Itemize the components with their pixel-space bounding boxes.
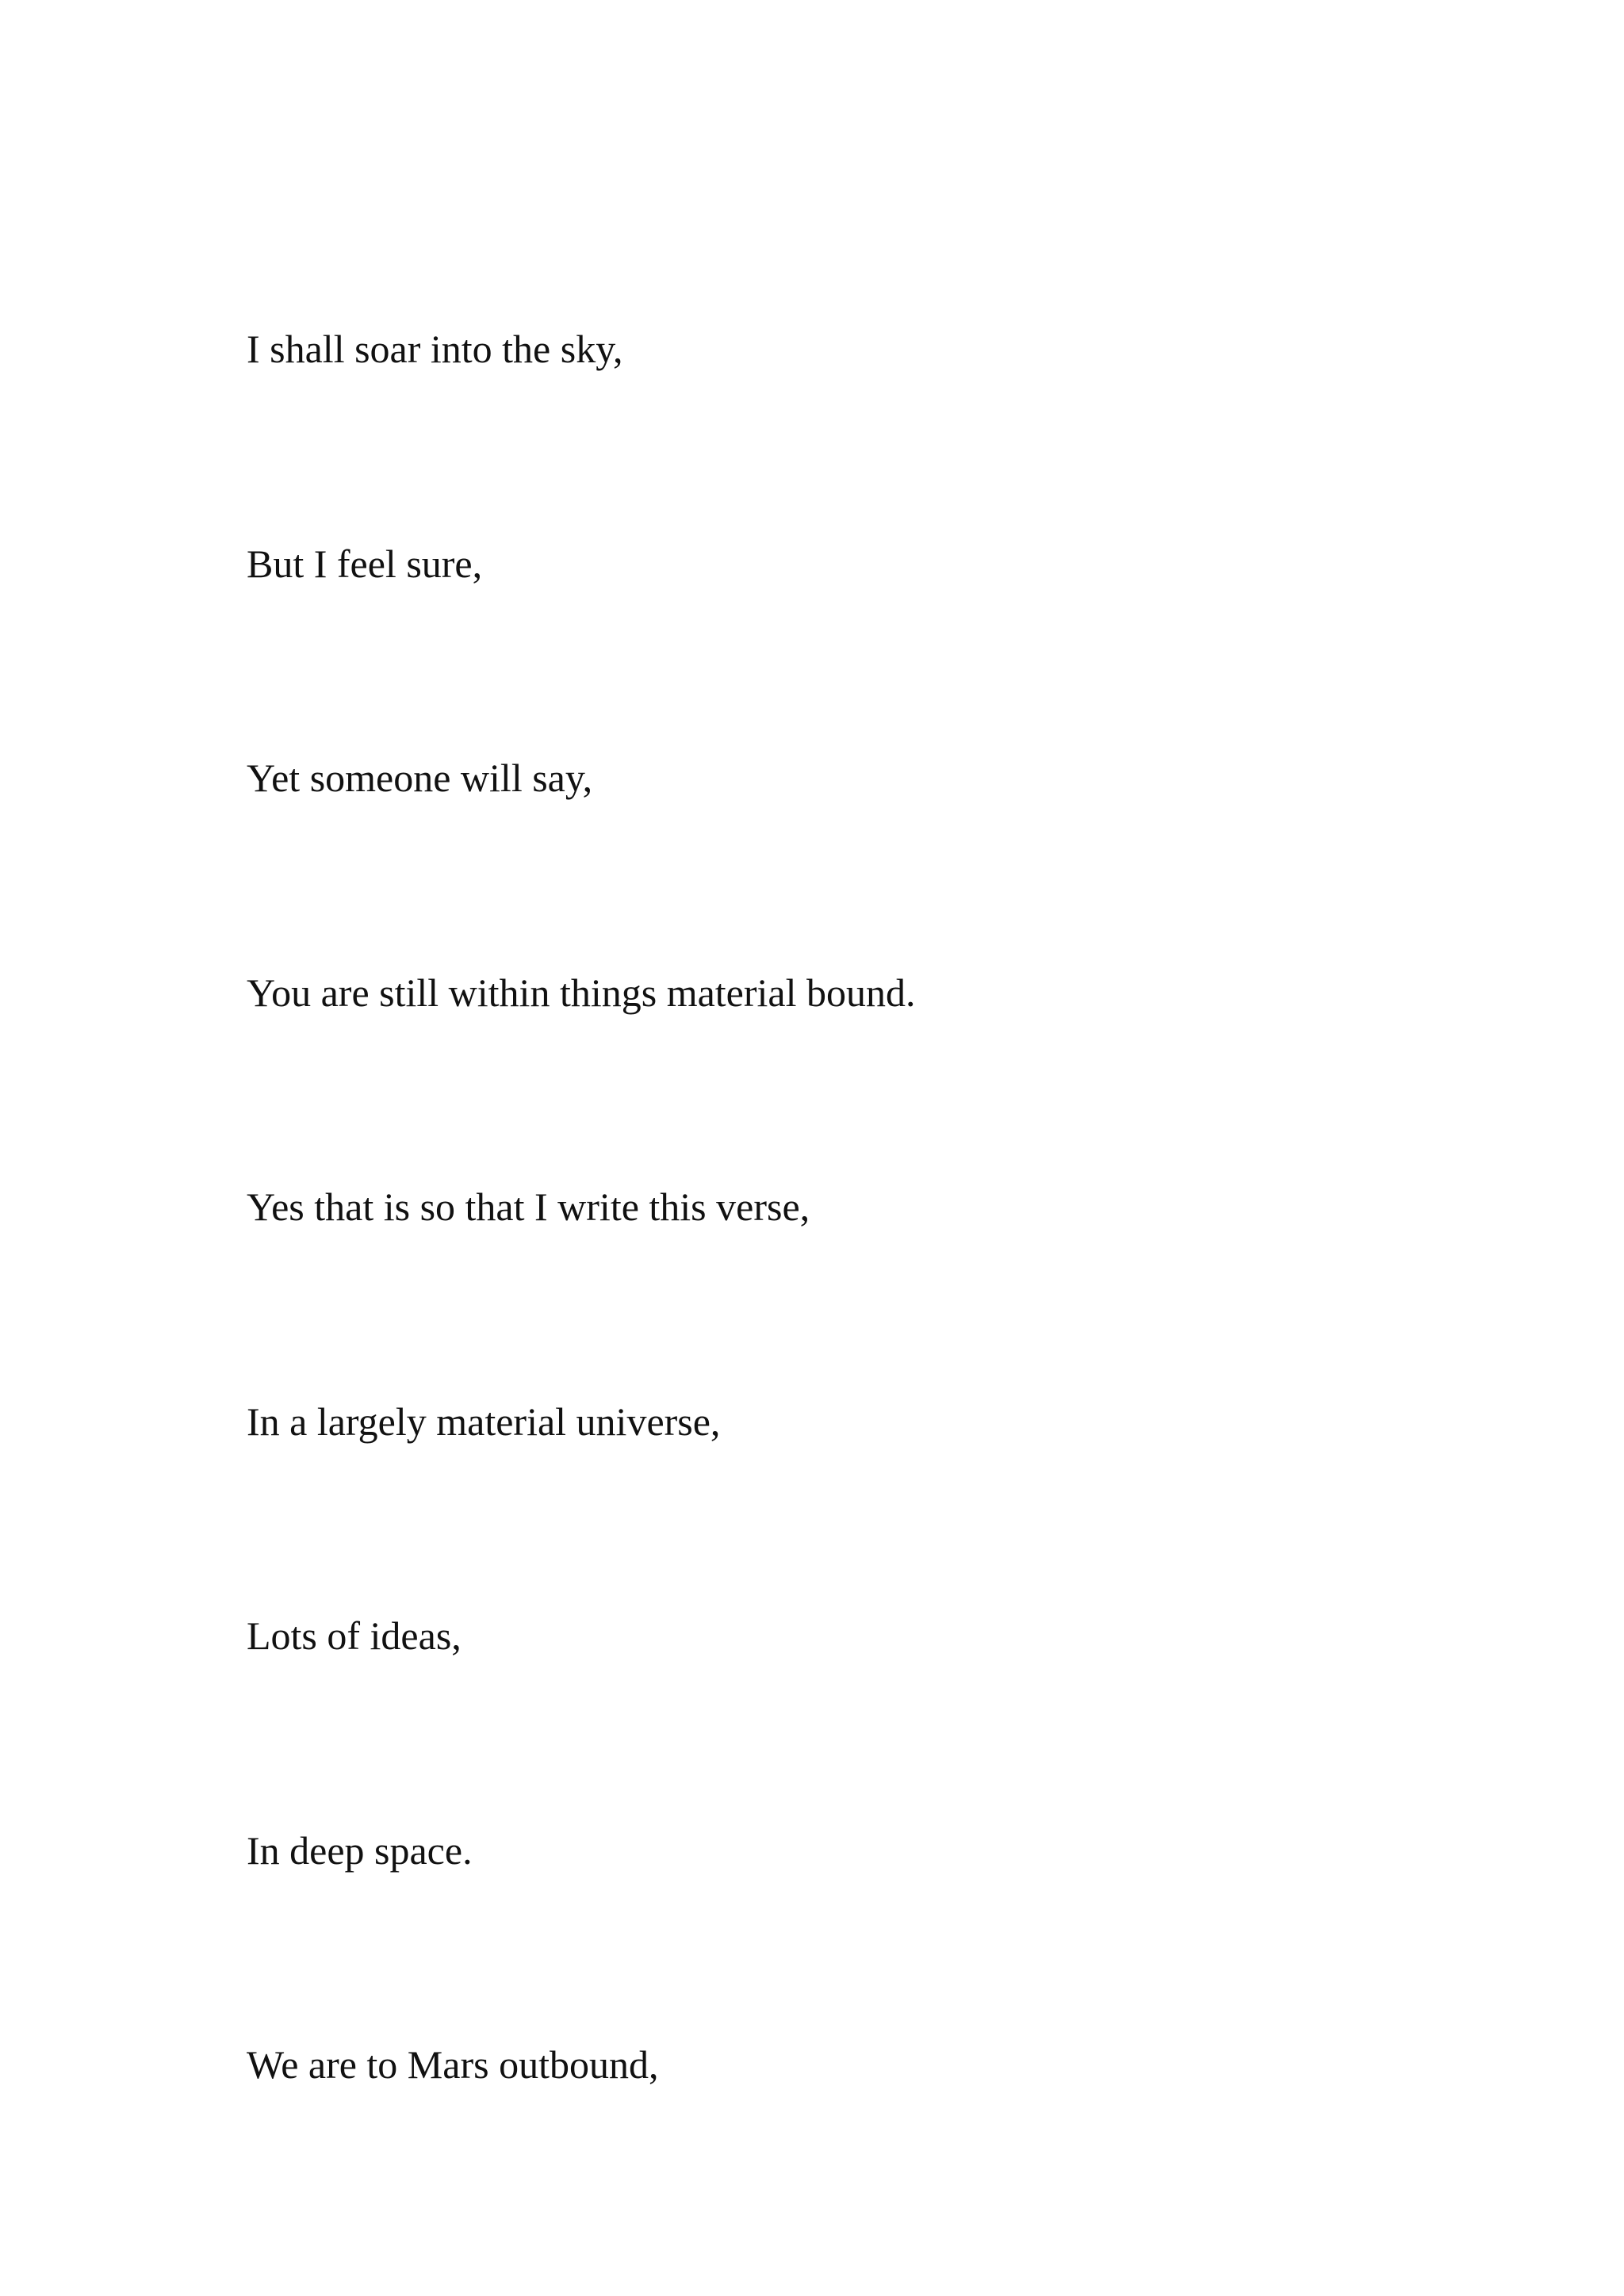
poem-line: We are to Mars outbound, <box>247 2042 659 2087</box>
poem-line: Yes that is so that I write this verse, <box>247 1184 810 1229</box>
poem-line: In a largely material universe, <box>247 1399 721 1444</box>
poem-line: Yet someone will say, <box>247 756 593 800</box>
poem-line: I shall soar into the sky, <box>247 327 623 371</box>
poem-line: You are still within things material bound. <box>247 970 916 1015</box>
poem-line: But I feel sure, <box>247 541 483 586</box>
poem-line: In deep space. <box>247 1828 473 1873</box>
poem-line: Lots of ideas, <box>247 1613 462 1658</box>
